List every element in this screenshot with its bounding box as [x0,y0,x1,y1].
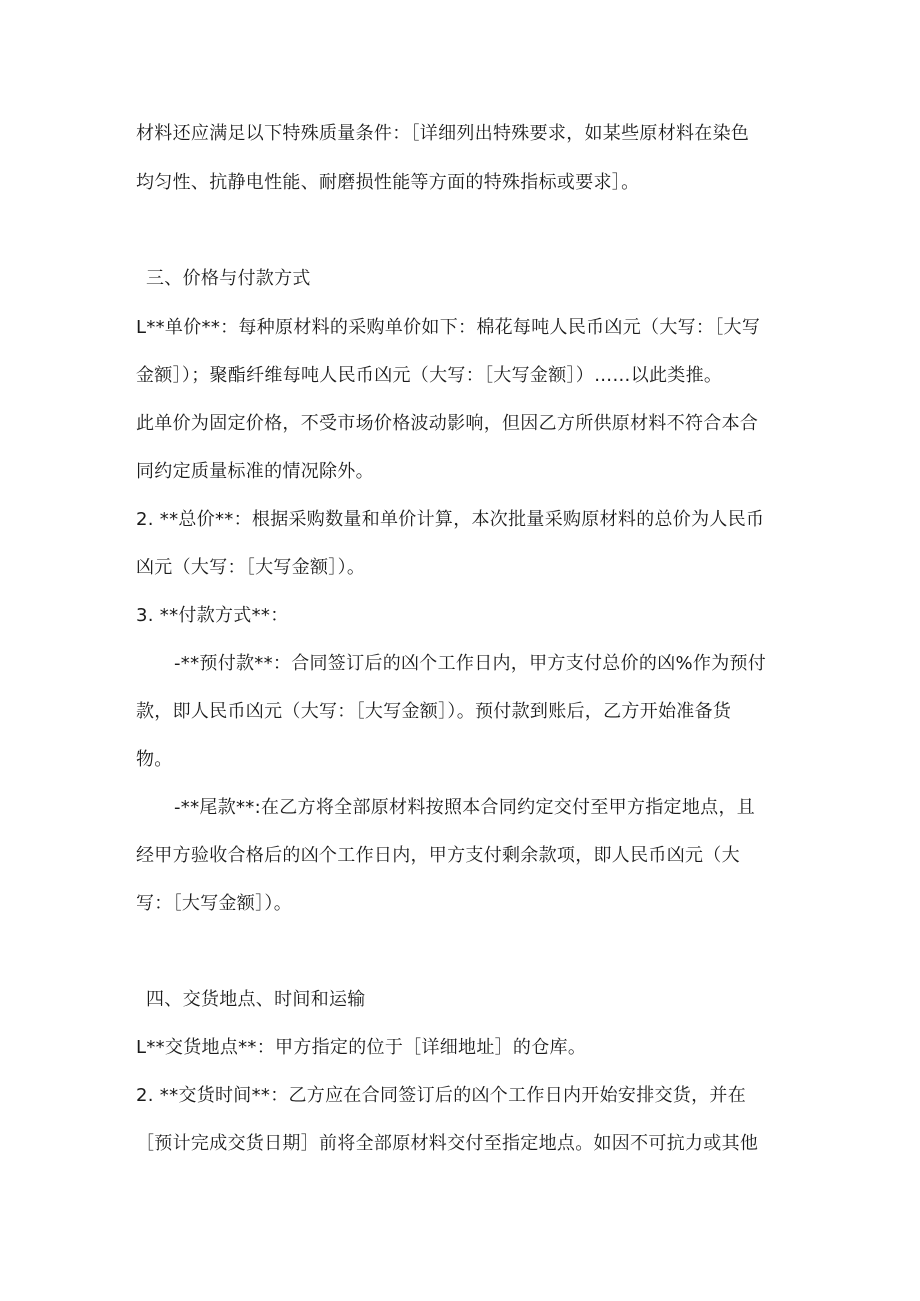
paragraph-line: 款，即人民币凶元（大写：［大写金额］）。预付款到账后，乙方开始准备货 [136,701,732,722]
section-heading: 三、价格与付款方式 [146,268,311,289]
paragraph-line: L**单价**：每种原材料的采购单价如下：棉花每吨人民币凶元（大写：［大写 [136,317,761,338]
paragraph-line: 经甲方验收合格后的凶个工作日内，甲方支付剩余款项，即人民币凶元（大 [136,845,740,866]
paragraph-line: -**预付款**：合同签订后的凶个工作日内，甲方支付总价的凶%作为预付 [174,653,767,674]
paragraph-line: 2. **交货时间**：乙方应在合同签订后的凶个工作日内开始安排交货，并在 [136,1085,746,1106]
paragraph-line: 3. **付款方式**： [136,605,289,626]
paragraph-line: 此单价为固定价格，不受市场价格波动影响，但因乙方所供原材料不符合本合 [136,413,759,434]
paragraph-line: ［预计完成交货日期］前将全部原材料交付至指定地点。如因不可抗力或其他 [136,1133,759,1154]
paragraph-line: 凶元（大写：［大写金额］）。 [136,557,366,578]
section-heading: 四、交货地点、时间和运输 [146,989,366,1010]
paragraph-line: 2. **总价**：根据采购数量和单价计算，本次批量采购原材料的总价为人民币 [136,509,765,530]
paragraph-line: 同约定质量标准的情况除外。 [136,461,374,482]
paragraph-line: 材料还应满足以下特殊质量条件：［详细列出特殊要求，如某些原材料在染色 [136,123,750,144]
paragraph-line: -**尾款**:在乙方将全部原材料按照本合同约定交付至甲方指定地点，且 [174,797,756,818]
paragraph-line: L**交货地点**：甲方指定的位于［详细地址］的仓库。 [136,1037,587,1058]
paragraph-line: 均匀性、抗静电性能、耐磨损性能等方面的特殊指标或要求］。 [136,172,640,193]
paragraph-line: 物。 [136,749,173,770]
paragraph-line: 写：［大写金额］）。 [136,893,292,914]
paragraph-line: 金额］）；聚酯纤维每吨人民币凶元（大写：［大写金额］）……以此类推。 [136,365,723,386]
